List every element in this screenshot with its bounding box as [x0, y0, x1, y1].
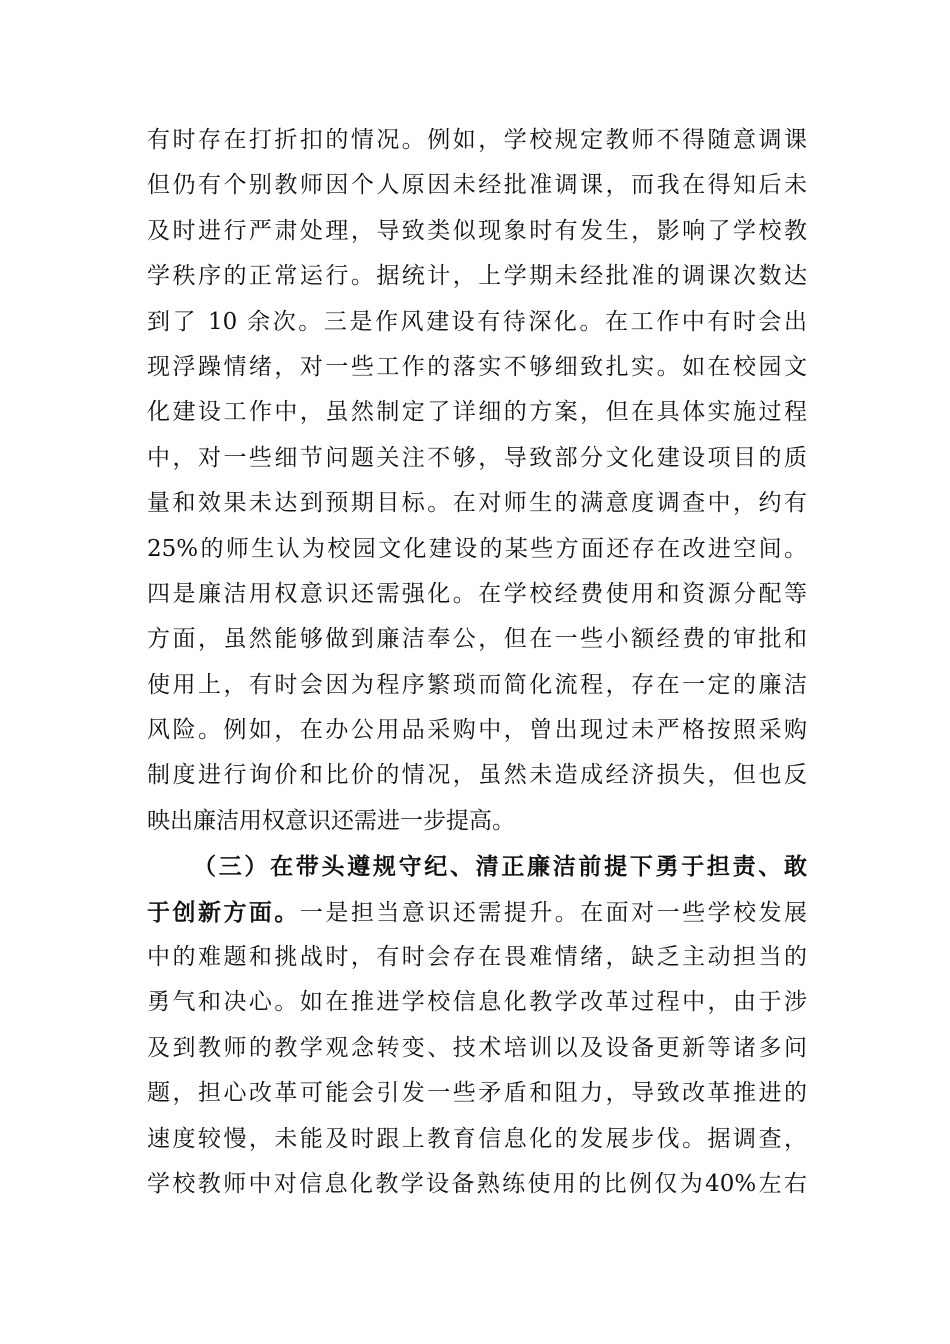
text-line: 及到教师的教学观念转变、技术培训以及设备更新等诸多问 — [147, 1034, 807, 1061]
text-line: 中，对一些细节问题关注不够，导致部分文化建设项目的质 — [147, 444, 807, 471]
section-heading-end: 于创新方面。 — [147, 898, 300, 926]
text-line: 勇气和决心。如在推进学校信息化教学改革过程中，由于涉 — [147, 989, 807, 1016]
text-line: 映出廉洁用权意识还需进一步提高。 — [147, 807, 515, 834]
text-line: 中的难题和挑战时，有时会存在畏难情绪，缺乏主动担当的 — [147, 944, 807, 971]
text-line: 速度较慢，未能及时跟上教育信息化的发展步伐。据调查， — [147, 1125, 807, 1152]
text-line — [147, 890, 807, 935]
text-line: 方面，虽然能够做到廉洁奉公，但在一些小额经费的审批和 — [147, 626, 807, 653]
body-text — [147, 118, 807, 1207]
text-line: 学校教师中对信息化教学设备熟练使用的比例仅为40%左右 — [147, 1170, 807, 1197]
text-line: 使用上，有时会因为程序繁琐而简化流程，存在一定的廉洁 — [147, 671, 807, 698]
section-heading-line: （三）在带头遵规守纪、清正廉洁前提下勇于担责、敢 — [193, 853, 807, 881]
text-line: 四是廉洁用权意识还需强化。在学校经费使用和资源分配等 — [147, 580, 807, 607]
text-line: 到了 10 余次。三是作风建设有待深化。在工作中有时会出 — [147, 308, 807, 335]
text-line: 制度进行询价和比价的情况，虽然未造成经济损失，但也反 — [147, 762, 807, 789]
section-text: 一是担当意识还需提升。在面对一些学校发展 — [299, 899, 808, 926]
text-line: 但仍有个别教师因个人原因未经批准调课，而我在得知后未 — [147, 172, 807, 199]
text-line: 化建设工作中，虽然制定了详细的方案，但在具体实施过程 — [147, 399, 807, 426]
text-line: 及时进行严肃处理，导致类似现象时有发生，影响了学校教 — [147, 217, 807, 244]
text-line: 现浮躁情绪，对一些工作的落实不够细致扎实。如在校园文 — [147, 353, 807, 380]
text-line: 量和效果未达到预期目标。在对师生的满意度调查中，约有 — [147, 490, 807, 517]
text-line: 题，担心改革可能会引发一些矛盾和阻力，导致改革推进的 — [147, 1080, 807, 1107]
text-line: 学秩序的正常运行。据统计，上学期未经批准的调课次数达 — [147, 263, 807, 290]
text-line: 有时存在打折扣的情况。例如，学校规定教师不得随意调课 — [147, 127, 807, 153]
text-line: 25%的师生认为校园文化建设的某些方面还存在改进空间。 — [147, 535, 807, 562]
text-line: 风险。例如，在办公用品采购中，曾出现过未严格按照采购 — [147, 717, 807, 744]
